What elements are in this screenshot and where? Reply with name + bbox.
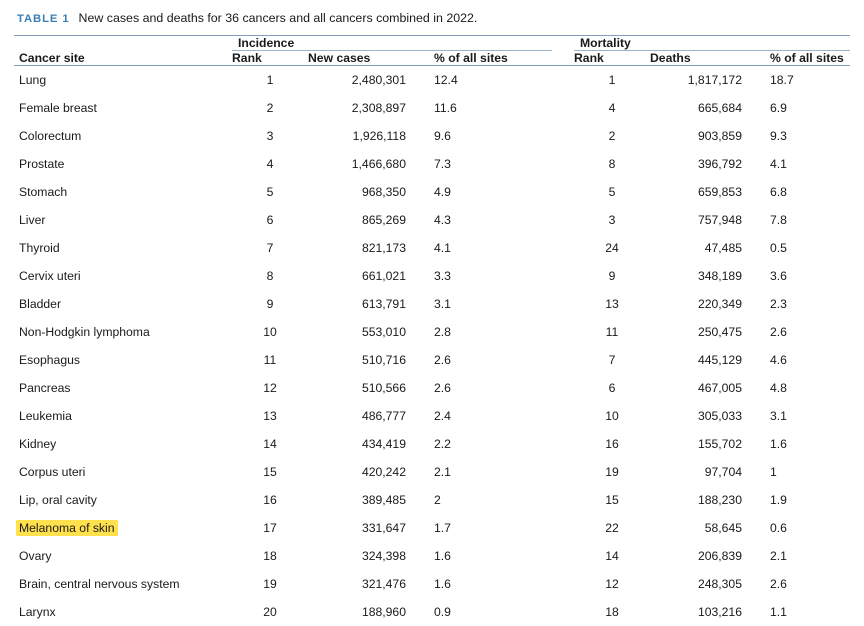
cell-new-cases: 821,173 <box>308 234 428 262</box>
table-row <box>14 374 850 402</box>
cell-deaths: 250,475 <box>650 318 764 346</box>
cell-rank-incidence: 11 <box>232 346 308 374</box>
table-row <box>14 542 850 570</box>
cancer-statistics-table <box>14 35 850 626</box>
cell-rank-mortality: 8 <box>574 150 650 178</box>
cell-gap <box>552 458 574 486</box>
cell-deaths: 155,702 <box>650 430 764 458</box>
cell-cancer-site: Lip, oral cavity <box>14 486 232 514</box>
cell-gap <box>552 178 574 206</box>
cell-cancer-site: Cervix uteri <box>14 262 232 290</box>
cell-pct-mortality: 6.9 <box>764 94 850 122</box>
cell-deaths: 305,033 <box>650 402 764 430</box>
cell-rank-incidence: 14 <box>232 430 308 458</box>
cell-new-cases: 188,960 <box>308 598 428 626</box>
column-header-rank-mortality: Rank <box>574 51 650 66</box>
cell-pct-incidence: 12.4 <box>428 66 552 95</box>
cell-new-cases: 1,926,118 <box>308 122 428 150</box>
cell-rank-mortality: 22 <box>574 514 650 542</box>
cell-pct-mortality: 4.6 <box>764 346 850 374</box>
column-header-rank-incidence: Rank <box>232 51 308 66</box>
group-header-gap <box>552 36 574 51</box>
cell-gap <box>552 94 574 122</box>
cell-gap <box>552 122 574 150</box>
table-row <box>14 598 850 626</box>
cell-pct-mortality: 6.8 <box>764 178 850 206</box>
cell-rank-mortality: 13 <box>574 290 650 318</box>
cell-rank-mortality: 7 <box>574 346 650 374</box>
cell-gap <box>552 430 574 458</box>
group-header-incidence: Incidence <box>232 36 552 51</box>
cell-pct-incidence: 2.6 <box>428 346 552 374</box>
cell-cancer-site: Thyroid <box>14 234 232 262</box>
cell-rank-mortality: 14 <box>574 542 650 570</box>
table-row <box>14 318 850 346</box>
cell-cancer-site: Colorectum <box>14 122 232 150</box>
cell-rank-incidence: 15 <box>232 458 308 486</box>
cell-new-cases: 553,010 <box>308 318 428 346</box>
cell-new-cases: 2,480,301 <box>308 66 428 95</box>
cell-cancer-site: Leukemia <box>14 402 232 430</box>
cell-rank-mortality: 2 <box>574 122 650 150</box>
cell-pct-mortality: 0.5 <box>764 234 850 262</box>
table-body <box>14 66 850 626</box>
cell-rank-incidence: 5 <box>232 178 308 206</box>
cell-rank-incidence: 8 <box>232 262 308 290</box>
cell-rank-incidence: 4 <box>232 150 308 178</box>
cell-deaths: 103,216 <box>650 598 764 626</box>
cell-rank-incidence: 18 <box>232 542 308 570</box>
cell-rank-mortality: 5 <box>574 178 650 206</box>
cell-pct-incidence: 7.3 <box>428 150 552 178</box>
cell-rank-mortality: 6 <box>574 374 650 402</box>
cell-deaths: 467,005 <box>650 374 764 402</box>
cell-pct-mortality: 0.6 <box>764 514 850 542</box>
cell-new-cases: 613,791 <box>308 290 428 318</box>
table-row <box>14 150 850 178</box>
cell-new-cases: 968,350 <box>308 178 428 206</box>
cell-deaths: 97,704 <box>650 458 764 486</box>
table-row <box>14 94 850 122</box>
cell-pct-mortality: 4.8 <box>764 374 850 402</box>
cell-pct-mortality: 1.9 <box>764 486 850 514</box>
cell-pct-incidence: 1.6 <box>428 542 552 570</box>
cell-rank-mortality: 24 <box>574 234 650 262</box>
column-header-pct-mortality: % of all sites <box>764 51 850 66</box>
cell-pct-incidence: 2 <box>428 486 552 514</box>
cell-cancer-site: Bladder <box>14 290 232 318</box>
cell-pct-mortality: 3.1 <box>764 402 850 430</box>
cell-pct-incidence: 9.6 <box>428 122 552 150</box>
cell-deaths: 188,230 <box>650 486 764 514</box>
cell-pct-mortality: 1 <box>764 458 850 486</box>
cell-new-cases: 1,466,680 <box>308 150 428 178</box>
table-row <box>14 514 850 542</box>
cell-new-cases: 324,398 <box>308 542 428 570</box>
cell-deaths: 348,189 <box>650 262 764 290</box>
cell-rank-incidence: 2 <box>232 94 308 122</box>
table-row <box>14 206 850 234</box>
cell-new-cases: 331,647 <box>308 514 428 542</box>
cell-deaths: 757,948 <box>650 206 764 234</box>
cell-rank-mortality: 9 <box>574 262 650 290</box>
cell-rank-incidence: 17 <box>232 514 308 542</box>
column-header-gap <box>552 51 574 66</box>
cell-cancer-site: Non-Hodgkin lymphoma <box>14 318 232 346</box>
cell-pct-mortality: 3.6 <box>764 262 850 290</box>
cell-deaths: 220,349 <box>650 290 764 318</box>
cell-rank-mortality: 1 <box>574 66 650 95</box>
cell-rank-incidence: 1 <box>232 66 308 95</box>
table-caption-label: TABLE 1 <box>17 13 70 25</box>
cell-gap <box>552 318 574 346</box>
cell-gap <box>552 514 574 542</box>
table-row <box>14 262 850 290</box>
cell-pct-mortality: 2.3 <box>764 290 850 318</box>
cell-pct-incidence: 2.2 <box>428 430 552 458</box>
cell-new-cases: 2,308,897 <box>308 94 428 122</box>
cell-pct-incidence: 2.1 <box>428 458 552 486</box>
cell-gap <box>552 346 574 374</box>
table-caption <box>14 0 850 35</box>
cell-cancer-site: Esophagus <box>14 346 232 374</box>
cell-cancer-site <box>14 514 232 542</box>
cell-cancer-site: Stomach <box>14 178 232 206</box>
table-column-header-row <box>14 51 850 66</box>
cell-rank-incidence: 9 <box>232 290 308 318</box>
cell-rank-mortality: 3 <box>574 206 650 234</box>
cell-pct-mortality: 7.8 <box>764 206 850 234</box>
cell-pct-incidence: 2.4 <box>428 402 552 430</box>
cell-pct-mortality: 4.1 <box>764 150 850 178</box>
cell-gap <box>552 262 574 290</box>
cell-cancer-site: Female breast <box>14 94 232 122</box>
cell-new-cases: 510,566 <box>308 374 428 402</box>
cell-pct-mortality: 9.3 <box>764 122 850 150</box>
cell-rank-mortality: 19 <box>574 458 650 486</box>
cell-deaths: 396,792 <box>650 150 764 178</box>
cell-new-cases: 321,476 <box>308 570 428 598</box>
cell-gap <box>552 542 574 570</box>
cell-gap <box>552 290 574 318</box>
cell-rank-mortality: 16 <box>574 430 650 458</box>
table-caption-text: New cases and deaths for 36 cancers and all cancers combined in 2022. <box>79 11 478 25</box>
table-row <box>14 178 850 206</box>
cell-gap <box>552 66 574 95</box>
table-row <box>14 486 850 514</box>
cell-gap <box>552 598 574 626</box>
table-row <box>14 234 850 262</box>
cell-rank-mortality: 4 <box>574 94 650 122</box>
cell-pct-incidence: 11.6 <box>428 94 552 122</box>
table-row <box>14 402 850 430</box>
cell-cancer-site: Pancreas <box>14 374 232 402</box>
cell-new-cases: 486,777 <box>308 402 428 430</box>
cell-deaths: 445,129 <box>650 346 764 374</box>
cell-new-cases: 661,021 <box>308 262 428 290</box>
table-row <box>14 346 850 374</box>
group-header-mortality: Mortality <box>574 36 850 51</box>
cell-cancer-site: Corpus uteri <box>14 458 232 486</box>
cell-deaths: 58,645 <box>650 514 764 542</box>
cell-cancer-site: Larynx <box>14 598 232 626</box>
table-head <box>14 36 850 66</box>
cell-pct-mortality: 2.1 <box>764 542 850 570</box>
table-group-header-row <box>14 36 850 51</box>
cell-new-cases: 865,269 <box>308 206 428 234</box>
cell-cancer-site: Prostate <box>14 150 232 178</box>
cell-pct-incidence: 1.7 <box>428 514 552 542</box>
cell-rank-incidence: 13 <box>232 402 308 430</box>
cell-pct-incidence: 2.8 <box>428 318 552 346</box>
cell-new-cases: 510,716 <box>308 346 428 374</box>
cell-pct-mortality: 18.7 <box>764 66 850 95</box>
cell-deaths: 47,485 <box>650 234 764 262</box>
cell-deaths: 206,839 <box>650 542 764 570</box>
cell-deaths: 665,684 <box>650 94 764 122</box>
cell-cancer-site: Liver <box>14 206 232 234</box>
cell-gap <box>552 234 574 262</box>
cell-pct-incidence: 4.9 <box>428 178 552 206</box>
cell-gap <box>552 402 574 430</box>
cell-cancer-site: Brain, central nervous system <box>14 570 232 598</box>
cell-rank-mortality: 15 <box>574 486 650 514</box>
cell-rank-incidence: 20 <box>232 598 308 626</box>
cell-deaths: 659,853 <box>650 178 764 206</box>
table-row <box>14 570 850 598</box>
cell-cancer-site: Lung <box>14 66 232 95</box>
cell-rank-mortality: 11 <box>574 318 650 346</box>
table-row <box>14 66 850 95</box>
cell-rank-incidence: 10 <box>232 318 308 346</box>
cell-pct-incidence: 1.6 <box>428 570 552 598</box>
cell-pct-mortality: 2.6 <box>764 570 850 598</box>
cell-pct-incidence: 3.1 <box>428 290 552 318</box>
cell-cancer-site: Kidney <box>14 430 232 458</box>
cell-rank-incidence: 7 <box>232 234 308 262</box>
cell-rank-mortality: 10 <box>574 402 650 430</box>
highlighted-cancer-site: Melanoma of skin <box>16 520 118 536</box>
cell-rank-mortality: 18 <box>574 598 650 626</box>
cell-pct-incidence: 3.3 <box>428 262 552 290</box>
cell-new-cases: 420,242 <box>308 458 428 486</box>
cell-pct-mortality: 1.1 <box>764 598 850 626</box>
cell-pct-mortality: 2.6 <box>764 318 850 346</box>
cell-rank-incidence: 6 <box>232 206 308 234</box>
cell-rank-mortality: 12 <box>574 570 650 598</box>
cell-gap <box>552 206 574 234</box>
column-header-new-cases: New cases <box>308 51 428 66</box>
cell-gap <box>552 570 574 598</box>
table-row <box>14 122 850 150</box>
cell-deaths: 903,859 <box>650 122 764 150</box>
group-header-blank <box>14 36 232 51</box>
table-row <box>14 458 850 486</box>
cell-deaths: 248,305 <box>650 570 764 598</box>
column-header-deaths: Deaths <box>650 51 764 66</box>
cell-cancer-site: Ovary <box>14 542 232 570</box>
cell-rank-incidence: 19 <box>232 570 308 598</box>
cell-pct-incidence: 0.9 <box>428 598 552 626</box>
cell-new-cases: 434,419 <box>308 430 428 458</box>
cell-new-cases: 389,485 <box>308 486 428 514</box>
cell-gap <box>552 150 574 178</box>
cell-gap <box>552 374 574 402</box>
cell-rank-incidence: 3 <box>232 122 308 150</box>
cell-deaths: 1,817,172 <box>650 66 764 95</box>
cell-gap <box>552 486 574 514</box>
table-row <box>14 290 850 318</box>
column-header-site: Cancer site <box>14 51 232 66</box>
column-header-pct-incidence: % of all sites <box>428 51 552 66</box>
cell-pct-mortality: 1.6 <box>764 430 850 458</box>
cell-pct-incidence: 4.3 <box>428 206 552 234</box>
cell-rank-incidence: 16 <box>232 486 308 514</box>
cell-pct-incidence: 4.1 <box>428 234 552 262</box>
cell-rank-incidence: 12 <box>232 374 308 402</box>
table-row <box>14 430 850 458</box>
cell-pct-incidence: 2.6 <box>428 374 552 402</box>
